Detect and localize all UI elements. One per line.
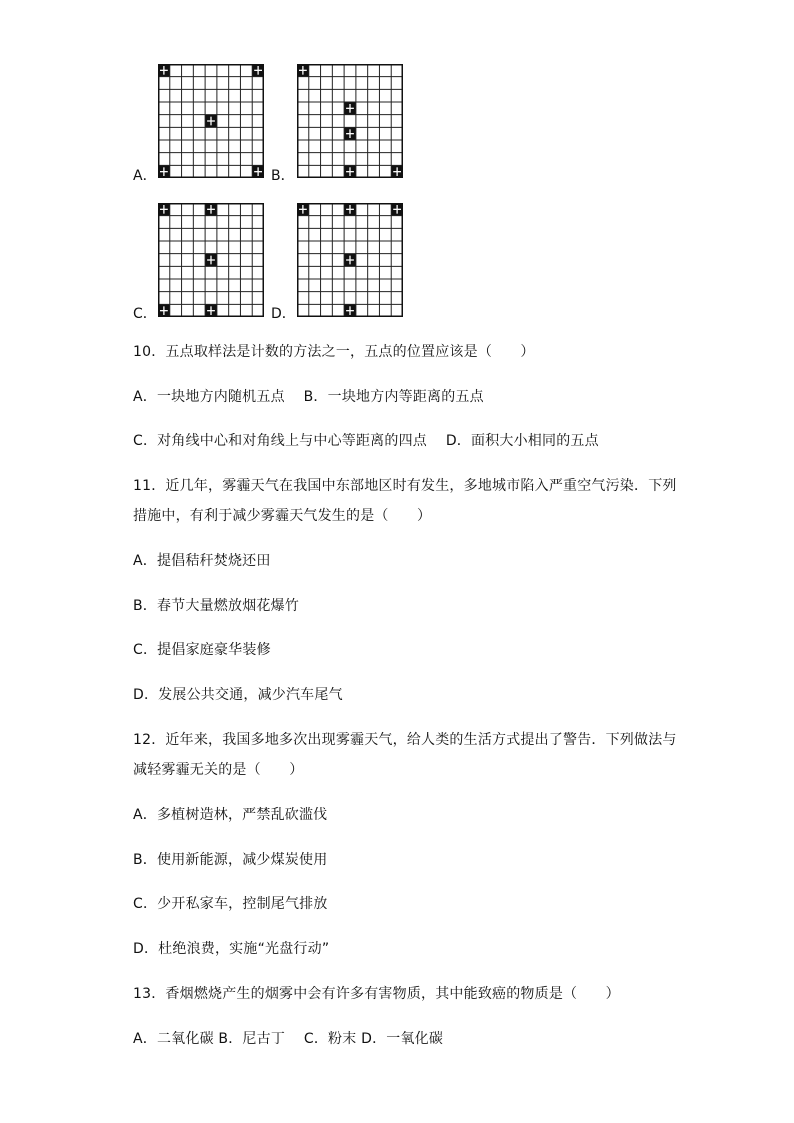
sampling-grid-c bbox=[158, 203, 264, 317]
question-13-options: A．二氧化碳 B．尼古丁 C．粉末 D．一氧化碳 bbox=[133, 1031, 444, 1047]
figure-label-d: D． bbox=[271, 306, 296, 322]
question-11-option-b: B．春节大量燃放烟花爆竹 bbox=[133, 598, 300, 614]
question-12-stem-line-2: 减轻雾霾无关的是（ ） bbox=[133, 762, 304, 778]
question-13-stem: 13．香烟燃烧产生的烟雾中会有许多有害物质，其中能致癌的物质是（ ） bbox=[133, 986, 620, 1002]
question-11-stem-line-1: 11．近几年，雾霾天气在我国中东部地区时有发生，多地城市陷入严重空气污染．下列 bbox=[133, 478, 677, 494]
question-12-stem-line-1: 12．近年来，我国多地多次出现雾霾天气，给人类的生活方式提出了警告．下列做法与 bbox=[133, 732, 677, 748]
question-11-stem-line-2: 措施中，有利于减少雾霾天气发生的是（ ） bbox=[133, 508, 432, 524]
question-11-option-c: C．提倡家庭豪华装修 bbox=[133, 642, 271, 658]
figure-label-b: B． bbox=[271, 168, 295, 184]
question-11-option-d: D．发展公共交通，减少汽车尾气 bbox=[133, 687, 343, 703]
sampling-grid-a bbox=[158, 64, 264, 178]
question-10-stem: 10．五点取样法是计数的方法之一，五点的位置应该是（ ） bbox=[133, 344, 535, 360]
question-11-option-a: A．提倡秸秆焚烧还田 bbox=[133, 553, 271, 569]
figure-label-a: A． bbox=[133, 168, 157, 184]
question-12-option-c: C．少开私家车，控制尾气排放 bbox=[133, 896, 328, 912]
question-12-option-a: A．多植树造林，严禁乱砍滥伐 bbox=[133, 807, 328, 823]
figure-label-c: C． bbox=[133, 306, 157, 322]
question-10-options-row-2: C．对角线中心和对角线上与中心等距离的四点 D．面积大小相同的五点 bbox=[133, 433, 599, 449]
sampling-grid-b bbox=[297, 64, 403, 178]
question-12-option-d: D．杜绝浪费，实施“光盘行动” bbox=[133, 941, 330, 957]
sampling-grid-d bbox=[297, 203, 403, 317]
question-10-options-row-1: A．一块地方内随机五点 B．一块地方内等距离的五点 bbox=[133, 389, 484, 405]
question-12-option-b: B．使用新能源，减少煤炭使用 bbox=[133, 852, 328, 868]
grid-background bbox=[297, 64, 403, 178]
